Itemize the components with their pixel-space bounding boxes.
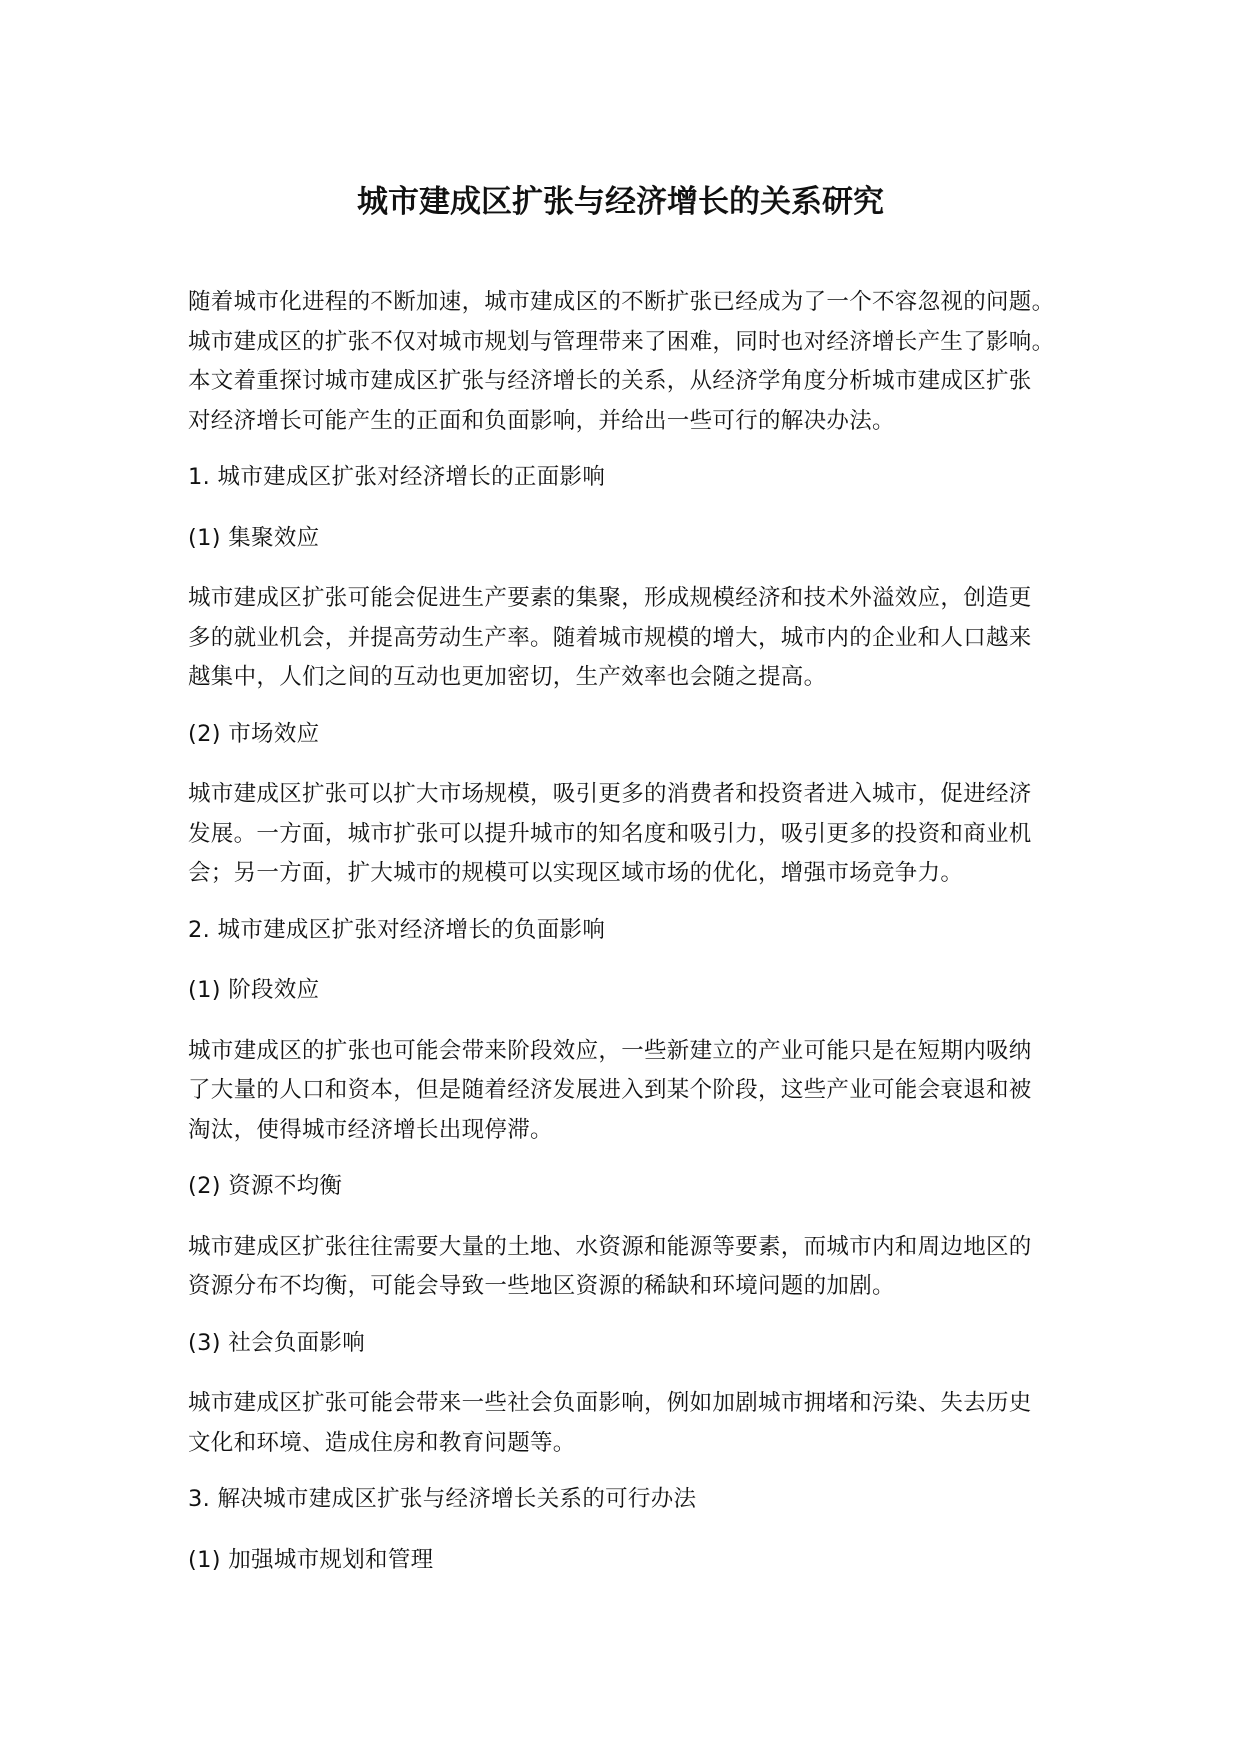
text-line: 会；另一方面，扩大城市的规模可以实现区域市场的优化，增强市场竞争力。 <box>188 860 964 886</box>
text-line: 越集中，人们之间的互动也更加密切，生产效率也会随之提高。 <box>188 664 827 690</box>
subsection-heading-2-3: (3) 社会负面影响 <box>188 1329 366 1356</box>
paragraph-2-2 <box>188 1228 1068 1307</box>
subsection-heading-1-2: (2) 市场效应 <box>188 720 320 747</box>
paragraph-2-1 <box>188 1032 1068 1151</box>
text-line: 城市建成区扩张可能会促进生产要素的集聚，形成规模经济和技术外溢效应，创造更 <box>188 585 1032 611</box>
text-line: 城市建成区的扩张也可能会带来阶段效应，一些新建立的产业可能只是在短期内吸纳 <box>188 1037 1032 1064</box>
subsection-heading-2-1: (1) 阶段效应 <box>188 977 320 1003</box>
subsection-heading-2-2: (2) 资源不均衡 <box>188 1173 343 1199</box>
section-heading-3: 3. 解决城市建成区扩张与经济增长关系的可行办法 <box>188 1486 697 1512</box>
paragraph-2-3 <box>188 1384 1068 1463</box>
text-line: 城市建成区扩张往往需要大量的土地、水资源和能源等要素，而城市内和周边地区的 <box>188 1233 1032 1260</box>
subsection-heading-3-1: (1) 加强城市规划和管理 <box>188 1546 434 1573</box>
text-line: 随着城市化进程的不断加速，城市建成区的不断扩张已经成为了一个不容忽视的问题。 <box>188 289 1055 315</box>
text-line: 淘汰，使得城市经济增长出现停滞。 <box>188 1116 553 1143</box>
paragraph-1-2 <box>188 775 1068 894</box>
text-line: 多的就业机会，并提高劳动生产率。随着城市规模的增大，城市内的企业和人口越来 <box>188 624 1032 651</box>
intro-paragraph <box>188 283 1068 441</box>
section-heading-1: 1. 城市建成区扩张对经济增长的正面影响 <box>188 464 606 490</box>
paragraph-1-1 <box>188 579 1068 698</box>
text-line: 城市建成区扩张可以扩大市场规模，吸引更多的消费者和投资者进入城市，促进经济 <box>188 781 1032 807</box>
text-line: 对经济增长可能产生的正面和负面影响，并给出一些可行的解决办法。 <box>188 407 895 434</box>
text-line: 资源分布不均衡，可能会导致一些地区资源的稀缺和环境问题的加剧。 <box>188 1273 895 1299</box>
document-body <box>188 283 1068 1601</box>
text-line: 城市建成区的扩张不仅对城市规划与管理带来了困难，同时也对经济增长产生了影响。 <box>188 328 1055 355</box>
text-line: 发展。一方面，城市扩张可以提升城市的知名度和吸引力，吸引更多的投资和商业机 <box>188 820 1032 847</box>
section-heading-2: 2. 城市建成区扩张对经济增长的负面影响 <box>188 916 606 943</box>
subsection-heading-1-1: (1) 集聚效应 <box>188 524 320 551</box>
document-title: 城市建成区扩张与经济增长的关系研究 <box>357 184 884 220</box>
text-line: 城市建成区扩张可能会带来一些社会负面影响，例如加剧城市拥堵和污染、失去历史 <box>188 1390 1032 1416</box>
text-line: 本文着重探讨城市建成区扩张与经济增长的关系，从经济学角度分析城市建成区扩张 <box>188 368 1032 394</box>
text-line: 文化和环境、造成住房和教育问题等。 <box>188 1429 576 1456</box>
text-line: 了大量的人口和资本，但是随着经济发展进入到某个阶段，这些产业可能会衰退和被 <box>188 1077 1032 1103</box>
